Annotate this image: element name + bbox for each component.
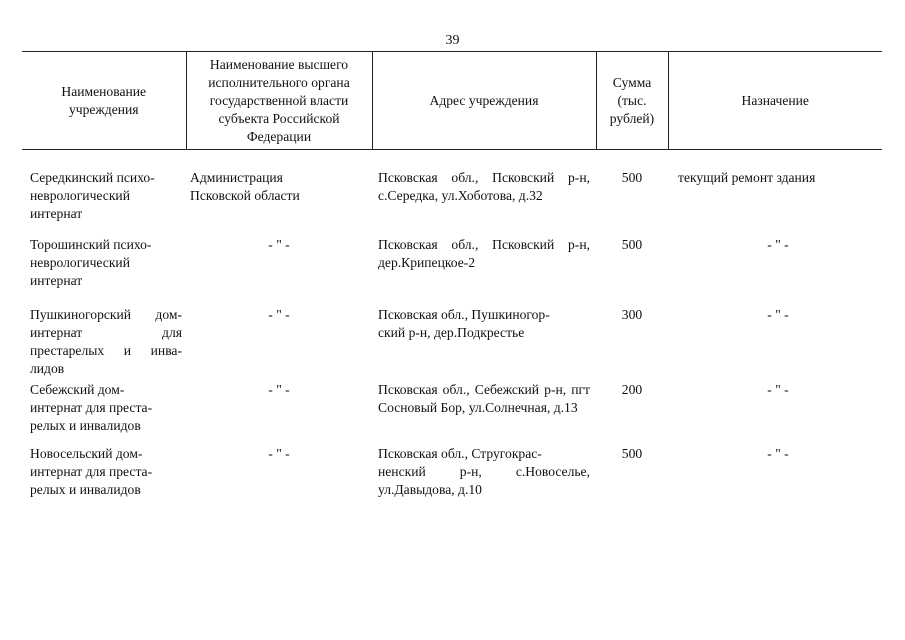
table-row bbox=[22, 381, 882, 445]
table-row bbox=[22, 236, 882, 306]
header-address: Адрес учреждения bbox=[372, 52, 596, 150]
header-institution-name: Наименование учреждения bbox=[22, 52, 186, 150]
sum-cell: 500 bbox=[621, 236, 643, 252]
sum-cell: 200 bbox=[621, 381, 643, 397]
purpose-cell: текущий ремонт здания bbox=[678, 169, 816, 185]
executive-body-cell: - " - bbox=[268, 381, 290, 397]
institution-name: Середкинский психо- неврологический интернат bbox=[30, 169, 155, 221]
address-text: Псковская обл., Стругокрас- ненский р-н, с.Новоселье, ул.Давыдова, д.10 bbox=[378, 445, 590, 497]
executive-body: Администрация Псковской области bbox=[190, 169, 300, 203]
institution-name: Себежский дом- интернат для преста- релых и инвалидов bbox=[30, 381, 153, 433]
address-cell: Псковская обл., Псковский р-н, с.Середка, ул.Хоботова, д.32 bbox=[378, 169, 590, 203]
header-executive-body: Наименование высшего исполнительного органа государственной власти субъекта Российской Федерации bbox=[186, 52, 372, 150]
address-cell bbox=[372, 445, 596, 505]
spacer-cell bbox=[22, 150, 882, 169]
table-header-row bbox=[22, 52, 882, 150]
institution-name-cell bbox=[22, 236, 186, 306]
purpose-cell: - " - bbox=[767, 236, 789, 252]
page-number: 39 bbox=[445, 33, 460, 48]
header-spacer bbox=[22, 150, 882, 169]
address-text: Псковская обл., Пушкиногор- ский р-н, дер.Подкрестье bbox=[378, 306, 550, 340]
table-row bbox=[22, 306, 882, 381]
sum-cell: 300 bbox=[621, 306, 643, 322]
address-cell bbox=[372, 306, 596, 381]
institution-name-cell bbox=[22, 381, 186, 445]
header-purpose: Назначение bbox=[668, 52, 882, 150]
institution-name-cell bbox=[22, 169, 186, 236]
purpose-cell: - " - bbox=[767, 306, 789, 322]
executive-body-cell bbox=[186, 169, 372, 236]
executive-body-cell: - " - bbox=[268, 445, 290, 461]
institution-name-cell bbox=[22, 445, 186, 505]
executive-body-cell: - " - bbox=[268, 306, 290, 322]
institution-name: Торошинский психо- неврологический интернат bbox=[30, 236, 152, 288]
sum-cell: 500 bbox=[621, 445, 643, 461]
purpose-cell: - " - bbox=[767, 381, 789, 397]
sum-cell: 500 bbox=[621, 169, 643, 185]
institutions-table bbox=[22, 51, 882, 505]
header-sum: Сумма (тыс. рублей) bbox=[596, 52, 668, 150]
table-row bbox=[22, 169, 882, 236]
table-row bbox=[22, 445, 882, 505]
purpose-cell: - " - bbox=[767, 445, 789, 461]
executive-body-cell: - " - bbox=[268, 236, 290, 252]
address-cell: Псковская обл., Псковский р-н, дер.Крипецкое-2 bbox=[378, 236, 590, 270]
address-cell: Псковская обл., Себежский р-н, пгт Сосновый Бор, ул.Солнечная, д.13 bbox=[378, 381, 590, 415]
institution-name: Новосельский дом- интернат для преста- релых и инвалидов bbox=[30, 445, 153, 497]
institution-name-cell: Пушкиногорский дом-интернат для престарелых и инва- лидов bbox=[30, 306, 182, 376]
